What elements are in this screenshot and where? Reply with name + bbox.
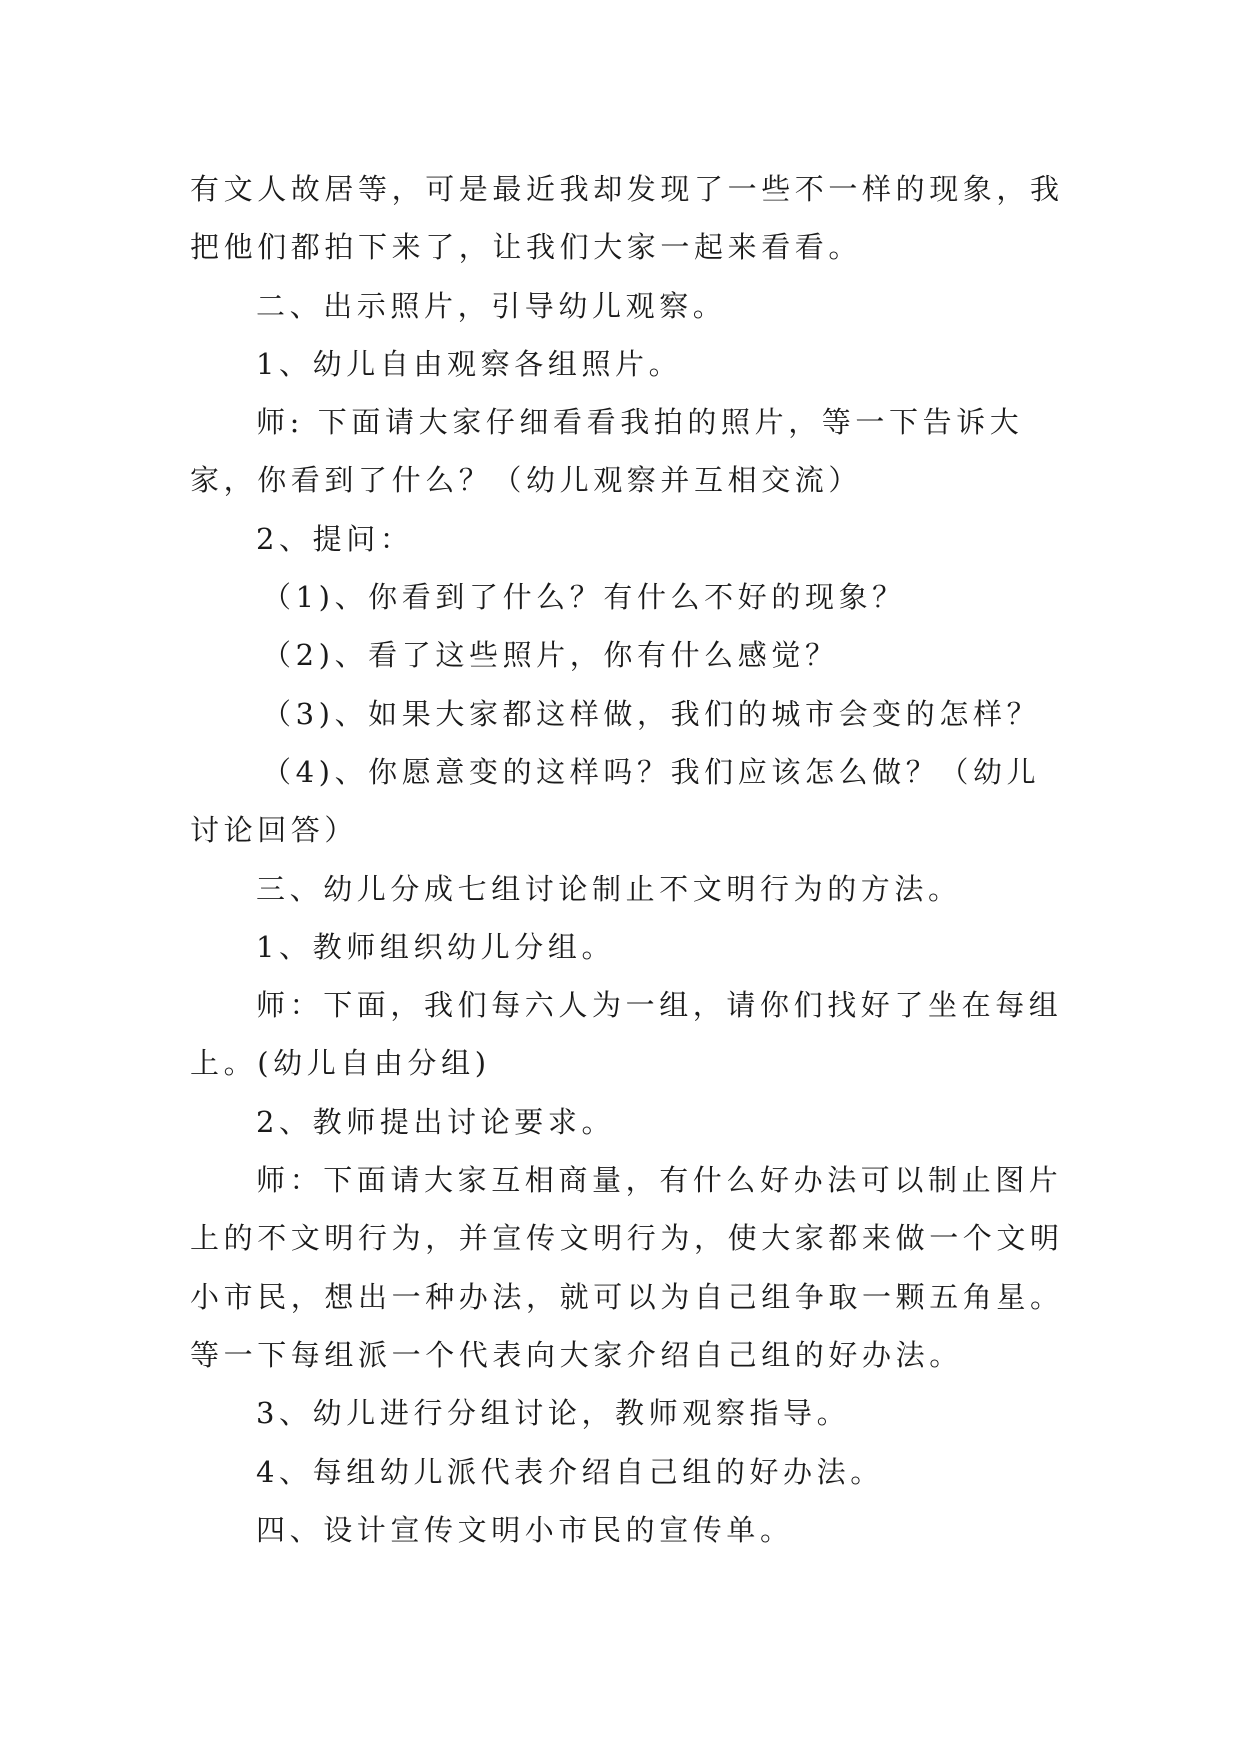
question-item: （1)、你看到了什么？有什么不好的现象？ (262, 580, 906, 615)
section-heading-3: 三、幼儿分成七组讨论制止不文明行为的方法。 (256, 871, 962, 906)
teacher-dialogue: 师：下面，我们每六人为一组，请你们找好了坐在每组上。(幼儿自由分组) (190, 988, 1063, 1081)
step-paragraph: 1、幼儿自由观察各组照片。 (256, 346, 683, 381)
step-paragraph: 3、幼儿进行分组讨论，教师观察指导。 (256, 1396, 851, 1431)
teacher-dialogue: 师：下面请大家互相商量，有什么好办法可以制止图片上的不文明行为，并宣传文明行为，使大家都来做一个文明小市民，想出一种办法，就可以为自己组争取一颗五角星。等一下每组派一个代表向大家介绍自己组的好办法。 (190, 1163, 1064, 1372)
question-item: （2)、看了这些照片，你有什么感觉？ (262, 638, 839, 673)
question-item: （3)、如果大家都这样做，我们的城市会变的怎样？ (262, 696, 1041, 731)
step-paragraph: 4、每组幼儿派代表介绍自己组的好办法。 (256, 1454, 884, 1489)
question-item: （4)、你愿意变的这样吗？我们应该怎么做？（幼儿讨论回答） (190, 754, 1041, 848)
document-body (190, 160, 1070, 1559)
step-paragraph: 2、提问： (256, 521, 414, 556)
step-paragraph: 1、教师组织幼儿分组。 (256, 929, 616, 964)
step-paragraph: 2、教师提出讨论要求。 (256, 1104, 616, 1139)
teacher-dialogue: 师: 下面请大家仔细看看我拍的照片，等一下告诉大家，你看到了什么？（幼儿观察并互相交流） (190, 405, 1024, 498)
section-heading-4: 四、设计宣传文明小市民的宣传单。 (256, 1512, 794, 1547)
paragraph-continuation: 有文人故居等，可是最近我却发现了一些不一样的现象，我把他们都拍下来了，让我们大家一起来看看。 (190, 172, 1064, 265)
section-heading-2: 二、出示照片，引导幼儿观察。 (256, 288, 727, 323)
